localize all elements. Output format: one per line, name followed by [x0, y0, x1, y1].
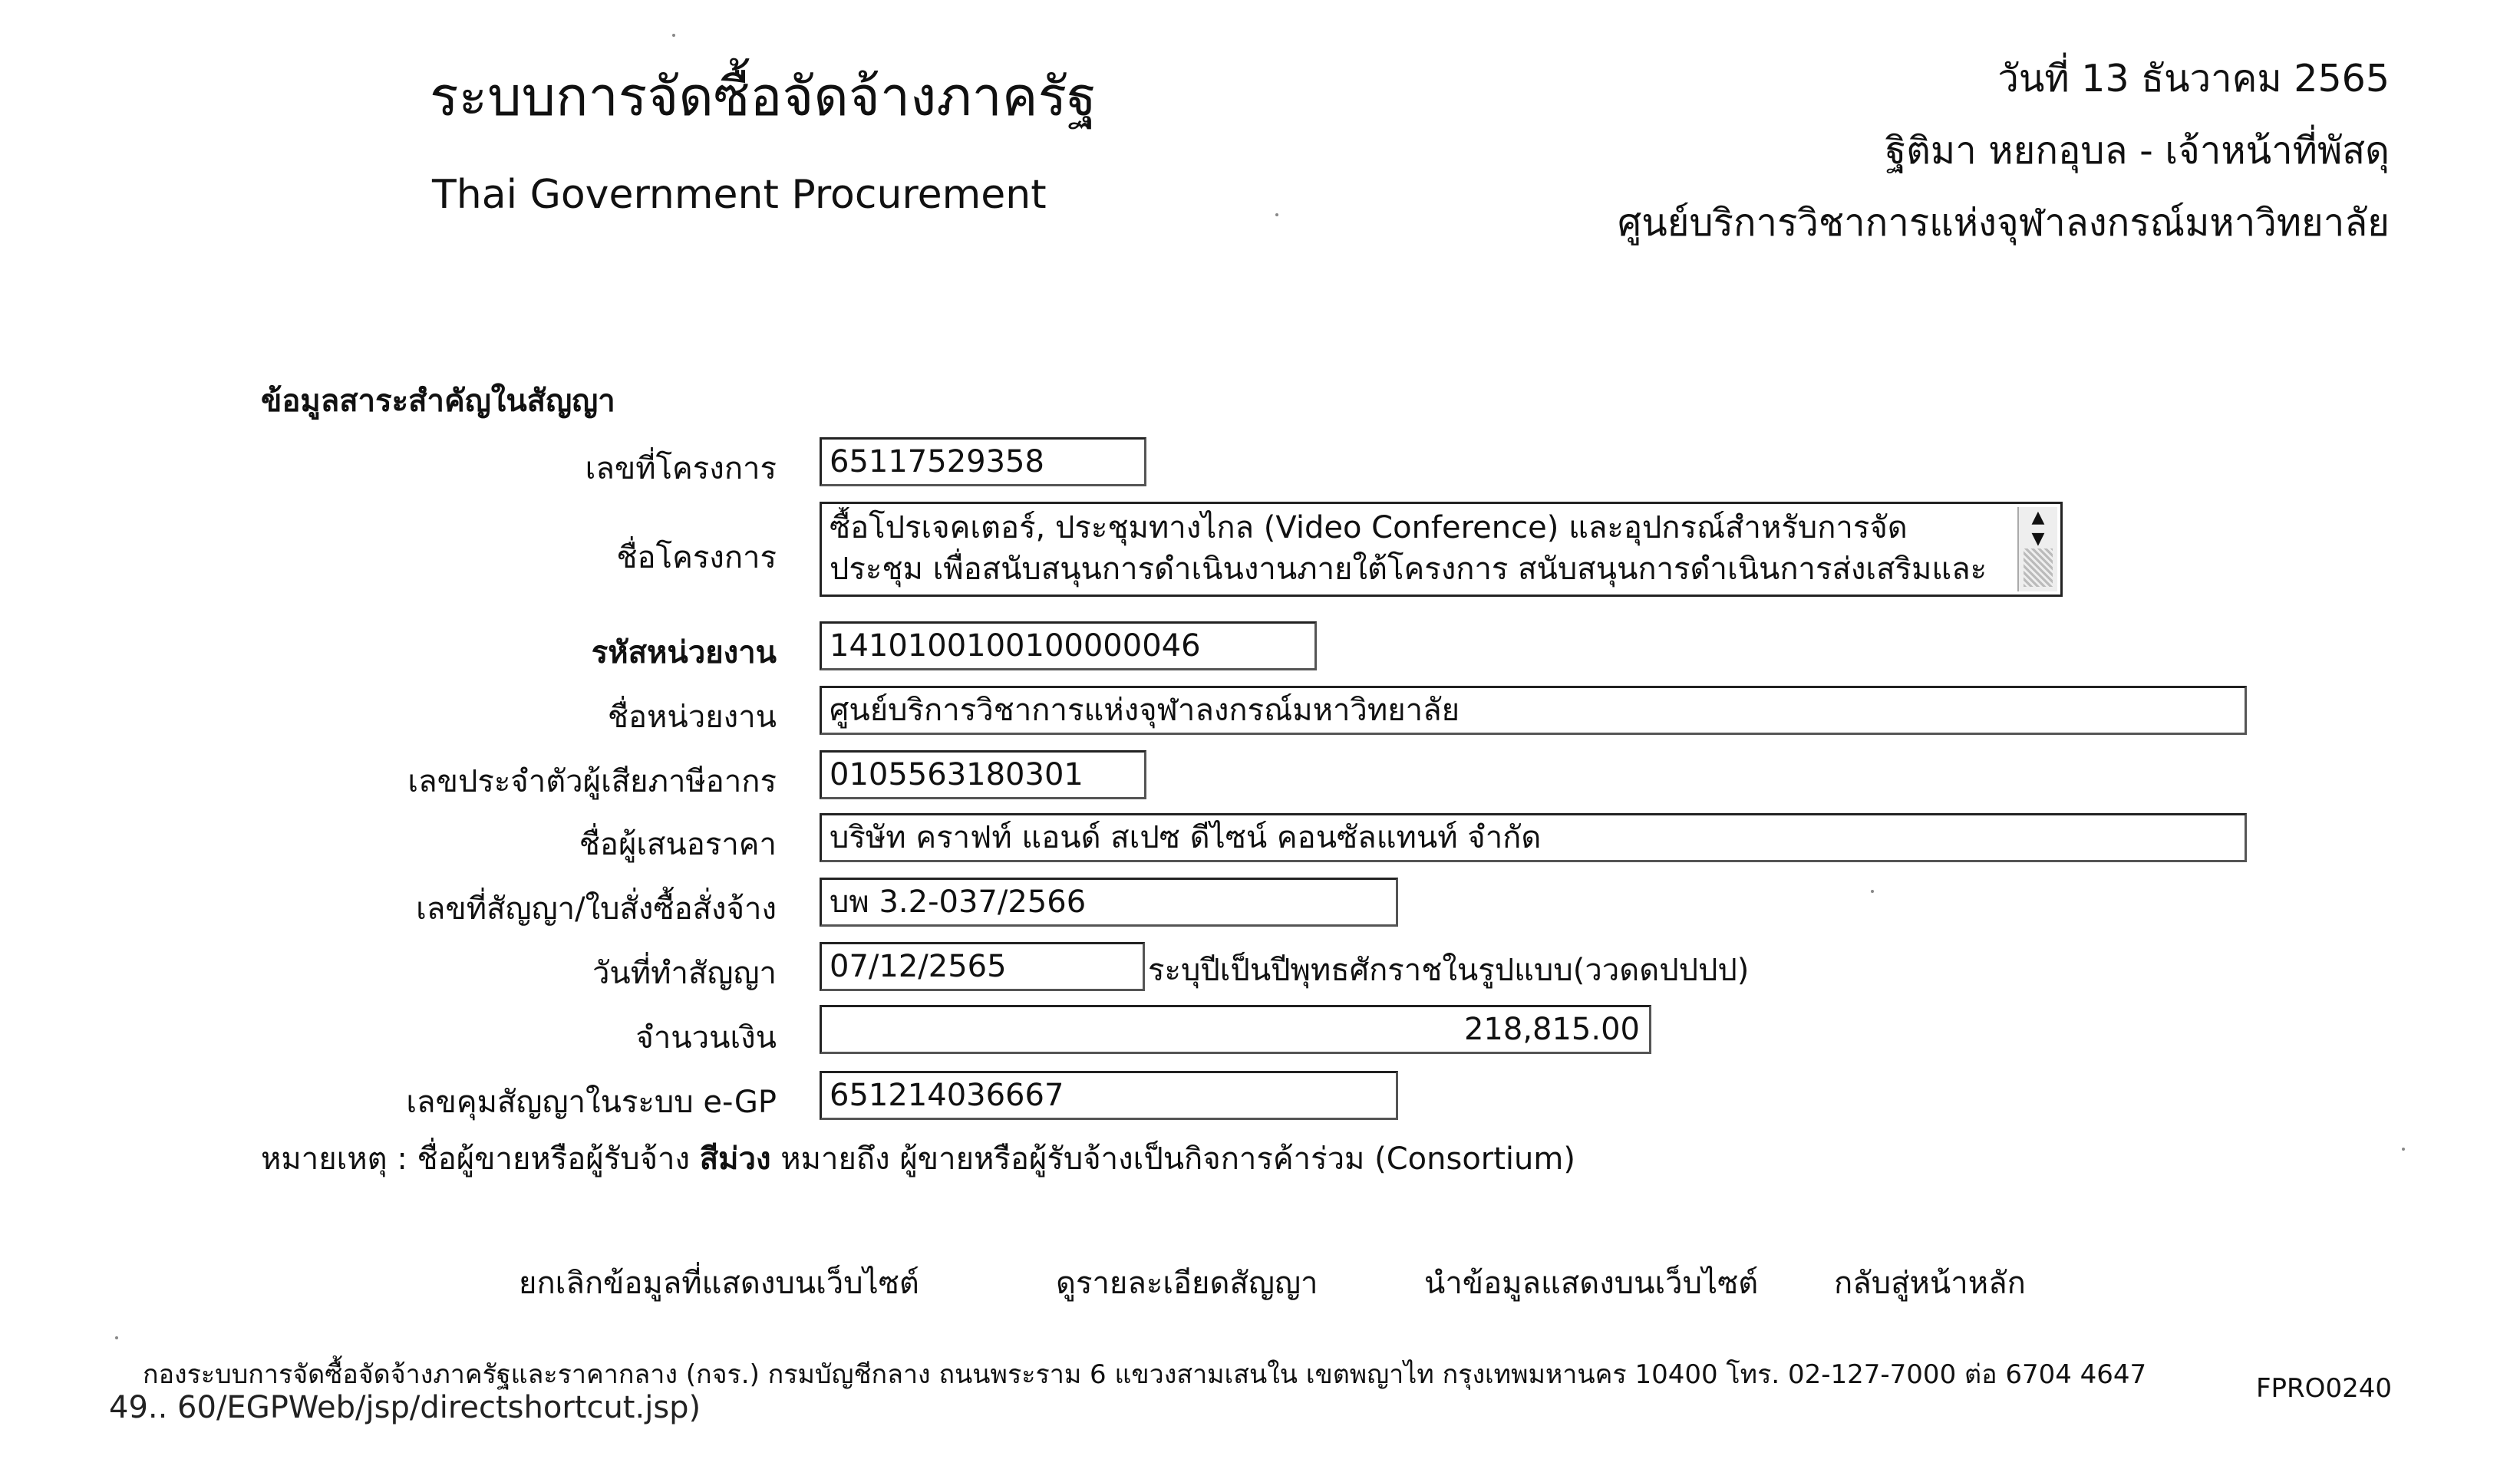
textarea-scrollbar[interactable] [2017, 507, 2057, 591]
cancel-display-link[interactable]: ยกเลิกข้อมูลที่แสดงบนเว็บไซต์ [519, 1266, 919, 1301]
publish-to-website-link[interactable]: นำข้อมูลแสดงบนเว็บไซต์ [1424, 1266, 1759, 1301]
project-no-label: เลขที่โครงการ [585, 451, 777, 486]
view-contract-detail-link[interactable]: ดูรายละเอียดสัญญา [1056, 1266, 1318, 1301]
contract-date-label: วันที่ทำสัญญา [592, 956, 777, 991]
unit-name-label: ชื่อหน่วยงาน [607, 700, 777, 735]
bidder-field[interactable]: บริษัท คราฟท์ แอนด์ สเปซ ดีไซน์ คอนซัลแทนท์ จำกัด [820, 813, 2247, 862]
scroll-down-icon[interactable]: ▼ [2031, 529, 2045, 548]
contract-no-label: เลขที่สัญญา/ใบสั่งซื้อสั่งจ้าง [416, 891, 777, 927]
amount-label: จำนวนเงิน [635, 1020, 777, 1056]
project-name-line-1: ซื้อโปรเจคเตอร์, ประชุมทางไกล (Video Conference) และอุปกรณ์สำหรับการจัด [830, 510, 1908, 545]
note-highlight: สีม่วง [699, 1141, 771, 1177]
scan-speck [1871, 890, 1874, 893]
footer-address: กองระบบการจัดซื้อจัดจ้างภาครัฐและราคากลาง (กจร.) กรมบัญชีกลาง ถนนพระราม 6 แขวงสามเสนใน เขตพญาไท กรุงเทพมหานคร 10400 โทร. 02-127-7000 ต่อ 6704 4647 [143, 1359, 2147, 1390]
scan-speck [2402, 1148, 2405, 1151]
contract-date-field[interactable]: 07/12/2565 [820, 942, 1145, 991]
tax-id-label: เลขประจำตัวผู้เสียภาษีอากร [407, 764, 777, 799]
project-no-field[interactable]: 65117529358 [820, 437, 1146, 486]
amount-field[interactable]: 218,815.00 [820, 1005, 1651, 1054]
contract-date-hint: ระบุปีเป็นปีพุทธศักราชในรูปแบบ(ววดดปปปป) [1148, 953, 1750, 988]
header-info [1618, 43, 2390, 259]
system-title-en: Thai Government Procurement [432, 172, 1047, 218]
scroll-thumb[interactable] [2024, 548, 2053, 587]
tax-id-field[interactable]: 0105563180301 [820, 750, 1146, 799]
note-prefix: หมายเหตุ : ชื่อผู้ขายหรือผู้รับจ้าง [261, 1141, 691, 1177]
current-date: วันที่ 13 ธันวาคม 2565 [1997, 57, 2390, 100]
egp-no-label: เลขคุมสัญญาในระบบ e-GP [406, 1085, 777, 1120]
page-code: FPRO0240 [2256, 1373, 2392, 1404]
organization-name: ศูนย์บริการวิชาการแห่งจุฬาลงกรณ์มหาวิทยาลัย [1618, 201, 2390, 245]
scroll-up-icon[interactable]: ▲ [2031, 508, 2045, 527]
project-name-line-2: ประชุม เพื่อสนับสนุนการดำเนินงานภายใต้โครงการ สนับสนุนการดำเนินการส่งเสริมและ [830, 552, 1987, 587]
scan-speck [672, 34, 675, 37]
egp-no-field[interactable]: 651214036667 [820, 1071, 1398, 1120]
scan-speck [115, 1336, 118, 1339]
contract-no-field[interactable]: บพ 3.2-037/2566 [820, 878, 1398, 927]
unit-code-field[interactable]: 1410100100100000046 [820, 621, 1317, 670]
unit-name-field[interactable]: ศูนย์บริการวิชาการแห่งจุฬาลงกรณ์มหาวิทยาลัย [820, 686, 2247, 735]
note-suffix: หมายถึง ผู้ขายหรือผู้รับจ้างเป็นกิจการค้าร่วม (Consortium) [780, 1141, 1575, 1177]
unit-code-label: รหัสหน่วยงาน [591, 635, 777, 670]
bidder-label: ชื่อผู้เสนอราคา [579, 827, 777, 862]
system-title-th: ระบบการจัดซื้อจัดจ้างภาครัฐ [430, 65, 1097, 128]
project-name-textarea[interactable] [820, 502, 2063, 597]
project-name-label: ชื่อโครงการ [616, 540, 777, 575]
consortium-note [261, 1134, 1575, 1183]
scan-speck [1275, 213, 1278, 216]
page-url: 49.. 60/EGPWeb/jsp/directshortcut.jsp) [109, 1390, 701, 1425]
section-title: ข้อมูลสาระสำคัญในสัญญา [261, 384, 615, 419]
user-name: ฐิติมา หยกอุบล - เจ้าหน้าที่พัสดุ [1885, 129, 2390, 173]
back-to-home-link[interactable]: กลับสู่หน้าหลัก [1834, 1266, 2026, 1301]
